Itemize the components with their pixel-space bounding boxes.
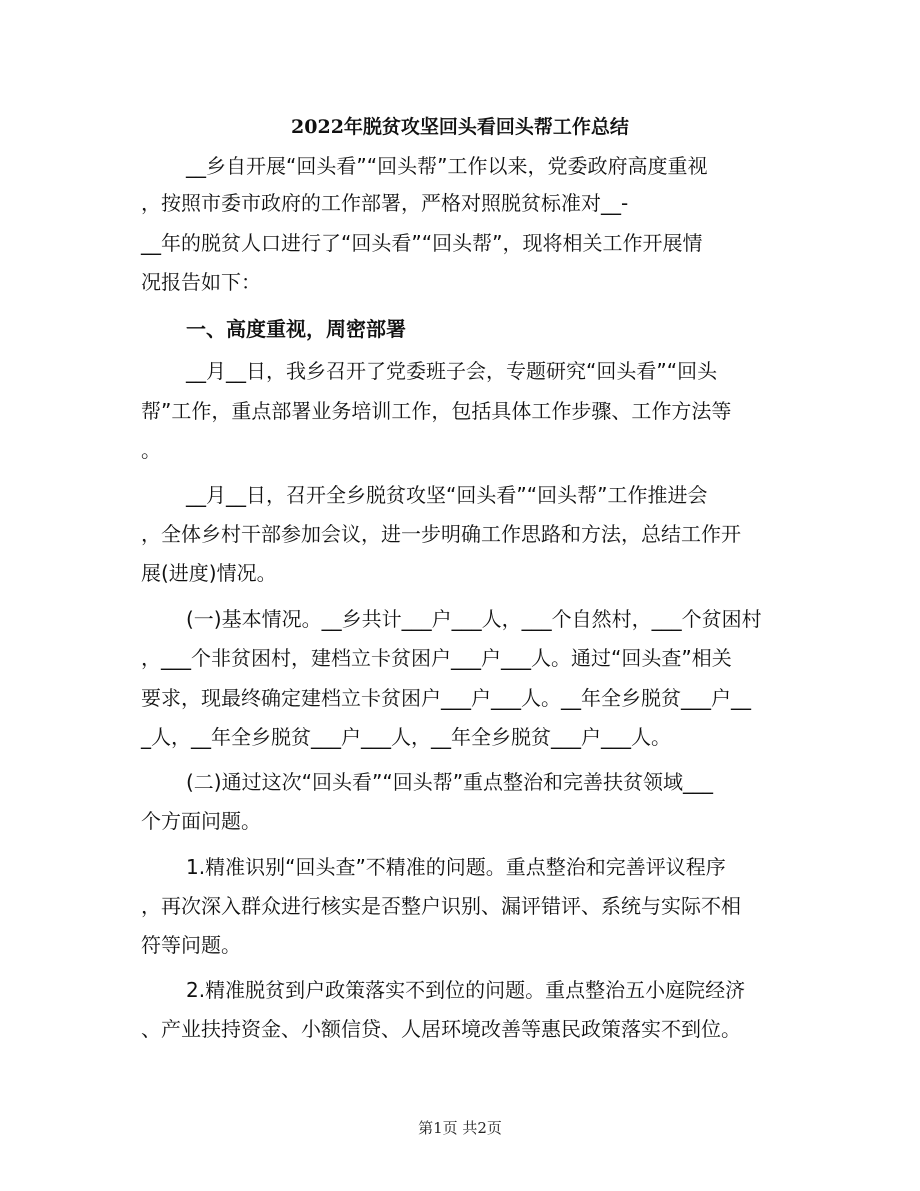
text-line: ，按照市委市政府的工作部署，严格对照脱贫标准对__-	[141, 191, 629, 215]
text-line: 1.精准识别“回头查”不精准的问题。重点整治和完善评议程序	[186, 855, 726, 879]
text-line: 。	[141, 438, 161, 462]
text-line: 况报告如下：	[141, 270, 261, 294]
text-line: 符等问题。	[141, 933, 241, 957]
heading-text: 一、高度重视，周密部署	[186, 317, 406, 341]
text-line: (二)通过这次“回头看”“回头帮”重点整治和完善扶贫领域___	[186, 770, 714, 794]
text-line: __年的脱贫人口进行了“回头看”“回头帮”，现将相关工作开展情	[141, 231, 703, 255]
text-line: __月__日，召开全乡脱贫攻坚“回头看”“回头帮”工作推进会	[186, 483, 708, 507]
text-line: __月__日，我乡召开了党委班子会，专题研究“回头看”“回头	[186, 359, 718, 383]
text-line: 个方面问题。	[141, 809, 261, 833]
text-line: ，全体乡村干部参加会议，进一步明确工作思路和方法，总结工作开	[141, 522, 741, 546]
text-line: 、产业扶持资金、小额信贷、人居环境改善等惠民政策落实不到位。	[141, 1017, 741, 1041]
page-footer: 第1页 共2页	[418, 1119, 502, 1137]
document-title: 2022年脱贫攻坚回头看回头帮工作总结	[291, 116, 629, 138]
text-line: 要求，现最终确定建档立卡贫困户___户___人。__年全乡脱贫___户__	[141, 686, 751, 710]
text-line: __乡自开展“回头看”“回头帮”工作以来，党委政府高度重视	[186, 154, 708, 178]
text-line: _人，__年全乡脱贫___户___人，__年全乡脱贫___户___人。	[141, 725, 671, 749]
text-line: 2.精准脱贫到户政策落实不到位的问题。重点整治五小庭院经济	[186, 978, 746, 1002]
text-line: (一)基本情况。__乡共计___户___人，___个自然村，___个贫困村	[186, 607, 762, 631]
text-line: 展(进度)情况。	[141, 561, 277, 585]
text-line: 帮”工作，重点部署业务培训工作，包括具体工作步骤、工作方法等	[141, 399, 732, 423]
text-line: ，再次深入群众进行核实是否整户识别、漏评错评、系统与实际不相	[141, 894, 741, 918]
text-line: ，___个非贫困村，建档立卡贫困户___户___人。通过“回头查”相关	[141, 646, 732, 670]
